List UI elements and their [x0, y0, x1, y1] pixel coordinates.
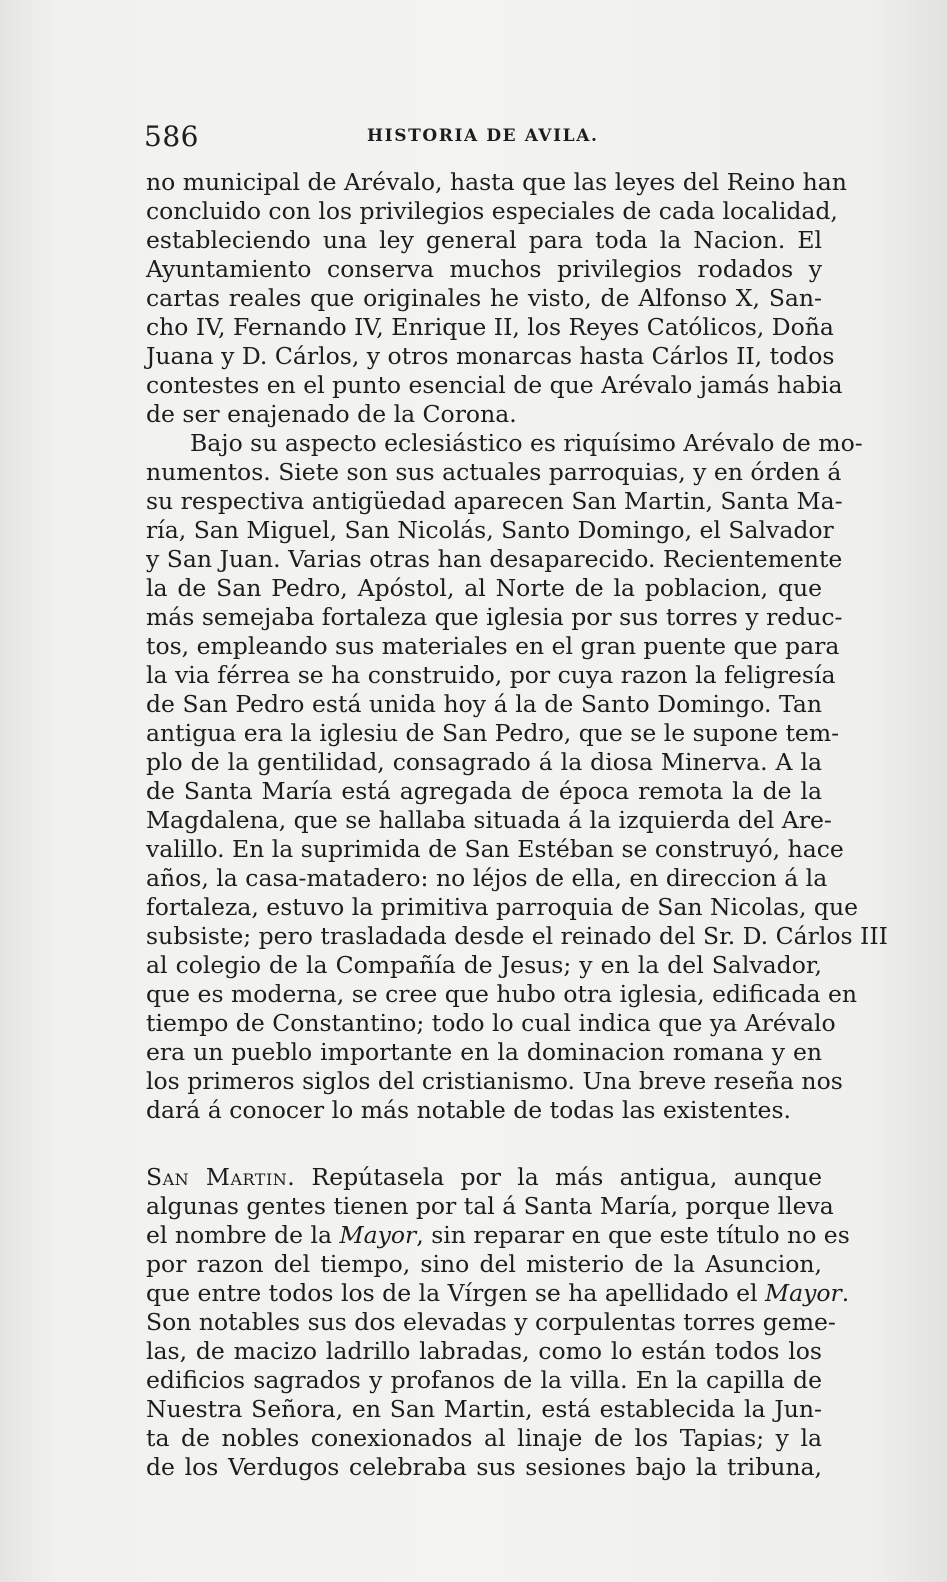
text-line: tos, empleando sus materiales en el gran puente que para	[146, 632, 840, 660]
text-line: concluido con los privilegios especiales de cada localidad,	[146, 197, 838, 225]
text-line: Son notables sus dos elevadas y corpulentas torres geme-	[146, 1308, 836, 1336]
text-line	[146, 1163, 822, 1192]
text-line: fortaleza, estuvo la primitiva parroquia de San Nicolas, que	[146, 893, 859, 921]
text-line: edificios sagrados y profanos de la villa. En la capilla de	[146, 1366, 822, 1394]
text-line: que es moderna, se cree que hubo otra iglesia, edificada en	[146, 980, 857, 1008]
text-line: numentos. Siete son sus actuales parroquias, y en órden á	[146, 458, 842, 486]
text-line: de Santa María está agregada de época remota la de la	[146, 777, 822, 805]
text-line: su respectiva antigüedad aparecen San Martin, Santa Ma-	[146, 487, 843, 515]
text-line: era un pueblo importante en la dominacion romana y en	[146, 1038, 822, 1066]
text-line: más semejaba fortaleza que iglesia por sus torres y reduc-	[146, 603, 843, 631]
text-line: ría, San Miguel, San Nicolás, Santo Domingo, el Salvador	[146, 516, 834, 544]
text-run: que entre todos los de la Vírgen se ha apellidado el	[146, 1279, 766, 1307]
text-line: Nuestra Señora, en San Martin, está establecida la Jun-	[146, 1395, 822, 1423]
text-line: por razon del tiempo, sino del misterio de la Asuncion,	[146, 1250, 822, 1278]
section-lead: San Martin.	[146, 1163, 296, 1191]
text-line: y San Juan. Varias otras han desaparecido. Recientemente	[146, 545, 843, 573]
text-line: subsiste; pero trasladada desde el reinado del Sr. D. Cárlos III	[146, 922, 888, 950]
text-run: , sin reparar en que este título no es	[416, 1221, 850, 1249]
paragraph-2	[146, 429, 888, 1125]
text-run: Repútasela por la más antigua, aunque	[295, 1163, 823, 1191]
text-line: ta de nobles conexionados al linaje de los Tapias; y la	[146, 1424, 822, 1452]
text-line: de ser enajenado de la Corona.	[146, 400, 517, 428]
text-line: de los Verdugos celebraba sus sesiones bajo la tribuna,	[146, 1453, 822, 1481]
text-line: algunas gentes tienen por tal á Santa María, porque lleva	[146, 1192, 834, 1220]
text-line: años, la casa-matadero: no léjos de ella, en direccion á la	[146, 864, 828, 892]
text-line: Bajo su aspecto eclesiástico es riquísimo Arévalo de mo-	[190, 429, 863, 457]
paragraph-3	[146, 1163, 850, 1482]
text-line: contestes en el punto esencial de que Arévalo jamás habia	[146, 371, 843, 399]
text-line: Ayuntamiento conserva muchos privilegios rodados y	[146, 255, 822, 283]
text-line: no municipal de Arévalo, hasta que las leyes del Reino han	[146, 168, 847, 196]
page-number: 586	[144, 120, 199, 153]
text-line: Magdalena, que se hallaba situada á la izquierda del Are-	[146, 806, 832, 834]
text-line: plo de la gentilidad, consagrado á la diosa Minerva. A la	[146, 748, 822, 776]
page-header	[144, 120, 824, 154]
text-line: de San Pedro está unida hoy á la de Santo Domingo. Tan	[146, 690, 822, 718]
text-line: tiempo de Constantino; todo lo cual indica que ya Arévalo	[146, 1009, 836, 1037]
text-run: el nombre de la	[146, 1221, 340, 1249]
body-text	[146, 168, 888, 1482]
paragraph-1	[146, 168, 847, 429]
text-line: cartas reales que originales he visto, de Alfonso X, San-	[146, 284, 822, 312]
text-line: cho IV, Fernando IV, Enrique II, los Reyes Católicos, Doña	[146, 313, 834, 341]
text-line	[146, 1221, 850, 1250]
text-line: estableciendo una ley general para toda la Nacion. El	[146, 226, 822, 254]
text-line: antigua era la iglesiu de San Pedro, que se le supone tem-	[146, 719, 840, 747]
paragraph-gap	[146, 1125, 822, 1163]
text-line: Juana y D. Cárlos, y otros monarcas hasta Cárlos II, todos	[146, 342, 835, 370]
text-line: al colegio de la Compañía de Jesus; y en la del Salvador,	[146, 951, 822, 979]
text-line: las, de macizo ladrillo labradas, como lo están todos los	[146, 1337, 822, 1365]
text-line	[146, 1279, 850, 1308]
text-run: .	[841, 1279, 850, 1307]
text-line: los primeros siglos del cristianismo. Una breve reseña nos	[146, 1067, 843, 1095]
text-line: dará á conocer lo más notable de todas las existentes.	[146, 1096, 791, 1124]
text-line: valillo. En la suprimida de San Estéban se construyó, hace	[146, 835, 844, 863]
running-title: HISTORIA DE AVILA.	[367, 126, 599, 146]
text-line: la via férrea se ha construido, por cuya razon la feligresía	[146, 661, 836, 689]
italic-word: Mayor	[339, 1221, 417, 1249]
italic-word: Mayor	[765, 1279, 842, 1307]
text-line: la de San Pedro, Apóstol, al Norte de la poblacion, que	[146, 574, 822, 602]
